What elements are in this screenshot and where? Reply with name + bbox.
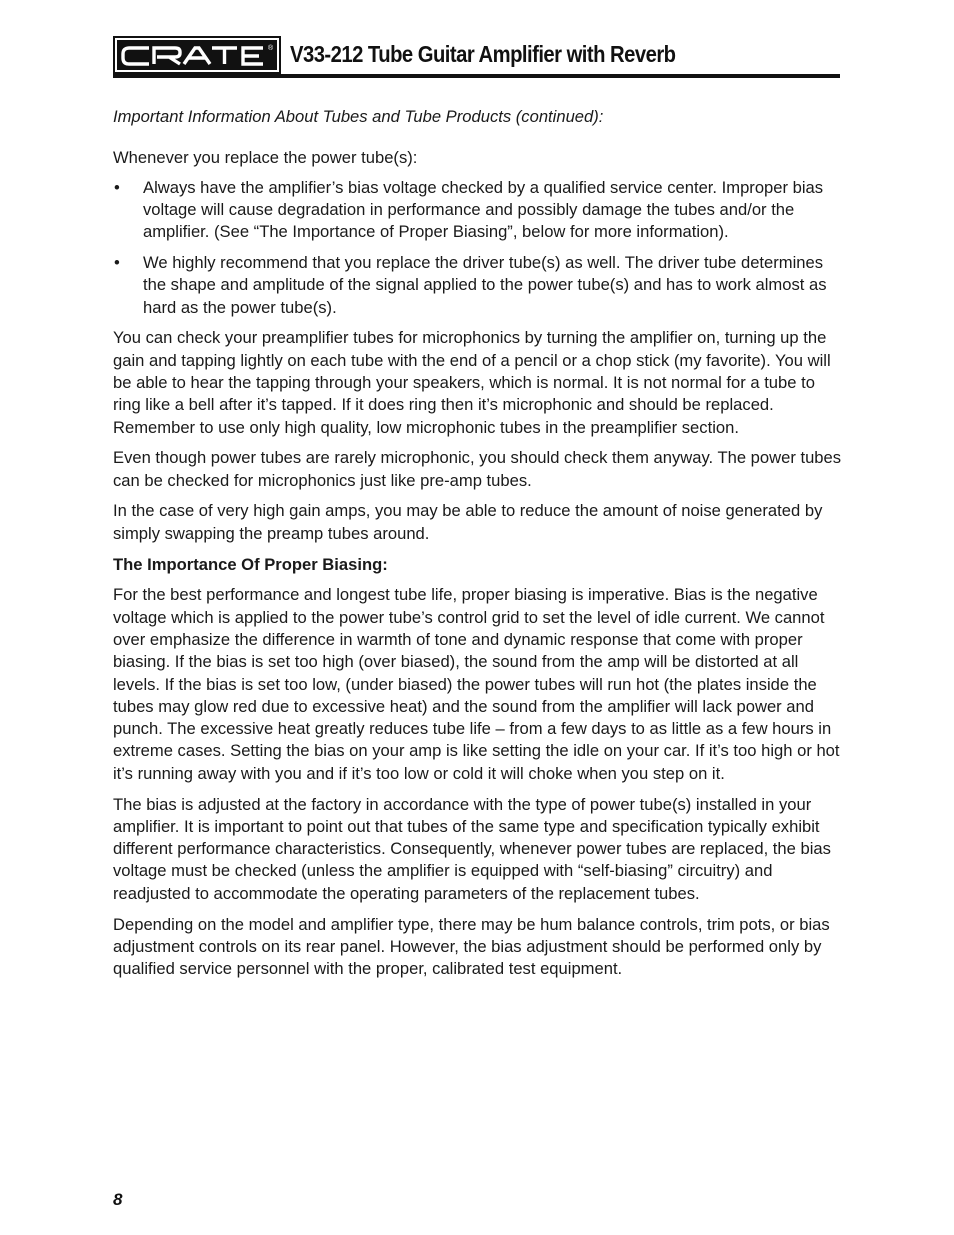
crate-logo-mark <box>113 36 281 74</box>
intro-heading: Important Information About Tubes and Tube Products (continued): <box>113 107 604 126</box>
document-body <box>113 106 843 989</box>
bullet-point: • <box>114 177 120 197</box>
paragraph-biasing: For the best performance and longest tube life, proper biasing is imperative. Bias is the negative voltage which is applied to the power tube’s control grid to set the level of idle current. We cannot over emphasize the difference in warmth of tone and dynamic response that come with proper biasing. If the bias is set too high (over biased), the sound from the amp will be distorted at all levels. If the bias is set too low, (under biased) the power tubes will run hot (the plates inside the tubes may glow red due to excessive heat) and the sound from the amplifier will lack power and punch. The excessive heat greatly reduces tube life – from a few days to as little as a few hours in extreme cases. Setting the bias on your amp is like setting the idle on your car. If it’s too high or hot it’s running away with you and if it’s too low or cold it will choke when you step on it. <box>113 585 840 783</box>
lead-text: Whenever you replace the power tube(s): <box>113 148 418 168</box>
registered-mark: ® <box>268 45 274 52</box>
section-heading: The Importance Of Proper Biasing: <box>113 554 388 574</box>
paragraph-factory-bias: The bias is adjusted at the factory in accordance with the type of power tube(s) installed in your amplifier. It is important to point out that tubes of the same type and specification typically exhibit different performance characteristics. Consequently, whenever power tubes are replaced, the bias voltage must be checked (unless the amplifier is equipped with “self-biasing” circuitry) and readjusted to accommodate the operating parameters of the replacement tubes. <box>113 794 831 903</box>
bullet-text: Always have the amplifier’s bias voltage checked by a qualified service center. Improper bias voltage will cause degradation in performance and possibly damage the tubes and/or the amplifier. (See “The Importance of Proper Biasing”, below for more information). <box>143 177 824 242</box>
page-number: 8 <box>113 1190 123 1209</box>
bullet-point: • <box>114 252 120 272</box>
crate-logo <box>113 36 281 74</box>
paragraph-power-tubes: Even though power tubes are rarely microphonic, you should check them anyway. The power tubes can be checked for microphonics just like pre-amp tubes. <box>113 448 842 490</box>
list-item <box>113 177 843 244</box>
page-header <box>113 36 840 78</box>
brand-name: CRATE <box>113 36 117 37</box>
paragraph-high-gain: In the case of very high gain amps, you may be able to reduce the amount of noise generated by simply swapping the preamp tubes around. <box>113 501 823 543</box>
list-item <box>113 252 843 319</box>
paragraph-microphonics: You can check your preamplifier tubes for microphonics by turning the amplifier on, turning up the gain and tapping lightly on each tube with the end of a pencil or a chop stick (my favorite). You will be able to hear the tapping through your speakers, which is normal. It is not normal for a tube to ring like a bell after it’s tapped. If it does ring then it’s microphonic and should be replaced. Remember to use only high quality, low microphonic tubes in the preamplifier section. <box>113 328 831 437</box>
bullet-text: We highly recommend that you replace the driver tube(s) as well. The driver tube determines the shape and amplitude of the signal applied to the power tube(s) and has to work almost as hard as the power tube(s). <box>143 252 827 317</box>
paragraph-bias-controls: Depending on the model and amplifier type, there may be hum balance controls, trim pots, or bias adjustment controls on its rear panel. However, the bias adjustment should be performed only by qualified service personnel with the proper, calibrated test equipment. <box>113 914 830 979</box>
bullet-list <box>113 177 843 319</box>
page-title: V33-212 Tube Guitar Amplifier with Reverb <box>290 41 676 67</box>
